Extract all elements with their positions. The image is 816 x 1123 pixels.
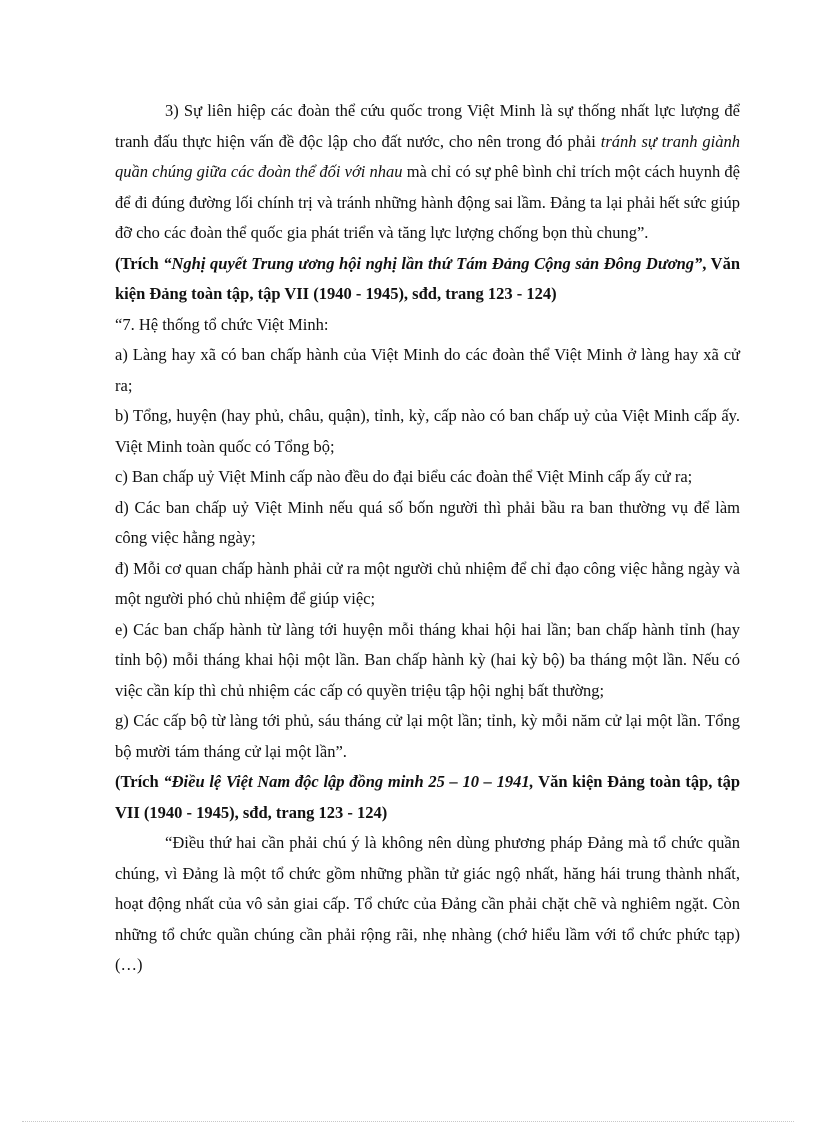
page-bottom-border	[22, 1121, 794, 1122]
citation-prefix: (Trích	[115, 253, 164, 273]
list-item-dd: đ) Mỗi cơ quan chấp hành phải cử ra một người chủ nhiệm để chỉ đạo công việc hằng ngày và một người phó chủ nhiệm để giúp việc;	[115, 558, 740, 608]
list-item-b: b) Tổng, huyện (hay phủ, châu, quận), tỉnh, kỳ, cấp nào có ban chấp uỷ của Việt Minh cấp ấy. Việt Minh toàn quốc có Tổng bộ;	[115, 406, 740, 456]
citation-title: “Nghị quyết Trung ương hội nghị lần thứ Tám Đảng Cộng sản Đông Dương”	[163, 253, 703, 273]
citation-source: , Văn kiện Đảng toàn tập, tập VII (1940 - 1945), sđd, trang 123 - 124)	[115, 253, 741, 303]
citation-2	[115, 767, 740, 828]
list-item-a: a) Làng hay xã có ban chấp hành của Việt Minh do các đoàn thể Việt Minh ở làng hay xã cử ra;	[115, 345, 740, 395]
list-item-c: c) Ban chấp uỷ Việt Minh cấp nào đều do đại biểu các đoàn thể Việt Minh cấp ấy cử ra;	[115, 467, 693, 486]
citation-prefix: (Trích	[115, 772, 164, 791]
citation-title: “Điều lệ Việt Nam độc lập đồng minh 25 – 10 – 1941,	[163, 772, 534, 791]
list-item-e: e) Các ban chấp hành từ làng tới huyện mỗi tháng khai hội hai lần; ban chấp hành tỉnh (hay tỉnh bộ) mỗi tháng khai hội một lần. Ban chấp hành kỳ (hai kỳ bộ) ba tháng một lần. Nếu có việc cần kíp thì chủ nhiệm các cấp có quyền triệu tập hội nghị bất thường;	[115, 619, 740, 700]
list-item-g: g) Các cấp bộ từ làng tới phủ, sáu tháng cử lại một lần; tỉnh, kỳ mỗi năm cử lại một lần. Tổng bộ mười tám tháng cử lại một lần”.	[115, 711, 740, 761]
paragraph-quote: “Điều thứ hai cần phải chú ý là không nên dùng phương pháp Đảng mà tổ chức quần chúng, vì Đảng là một tổ chức gồm những phần tử giác ngộ nhất, hăng hái trung thành nhất, hoạt động nhất của vô sản giai cấp. Tổ chức của Đảng cần phải chặt chẽ và nghiêm ngặt. Còn những tổ chức quần chúng cần phải rộng rãi, nhẹ nhàng (chớ hiểu lầm với tổ chức phức tạp) (…)	[115, 833, 740, 974]
paragraph-item-3	[115, 96, 740, 249]
section-heading-7: “7. Hệ thống tổ chức Việt Minh:	[115, 314, 329, 334]
paragraph-text: mà chỉ có sự phê bình chỉ trích một cách huynh đệ để đi đúng đường lối chính trị và tránh những hành động sai lầm. Đảng ta lại phải hết sức giúp đỡ cho các đoàn thể quốc gia phát triển và tăng lực lượng chống bọn thù chung”.	[115, 162, 740, 242]
list-item-d: d) Các ban chấp uỷ Việt Minh nếu quá số bốn người thì phải bầu ra ban thường vụ để làm công việc hằng ngày;	[115, 497, 740, 547]
citation-1	[115, 249, 740, 310]
paragraph-text: 3) Sự liên hiệp các đoàn thể cứu quốc trong Việt Minh là sự thống nhất lực lượng để tranh đấu thực hiện vấn đề độc lập cho đất nước, cho nên trong đó phải	[115, 101, 740, 151]
emphasis-text: tránh sự tranh giành quần chúng giữa các đoàn thể đối với nhau	[115, 131, 741, 181]
document-page	[115, 96, 740, 981]
citation-source: Văn kiện Đảng toàn tập, tập VII (1940 - 1945), sđd, trang 123 - 124)	[115, 772, 740, 822]
